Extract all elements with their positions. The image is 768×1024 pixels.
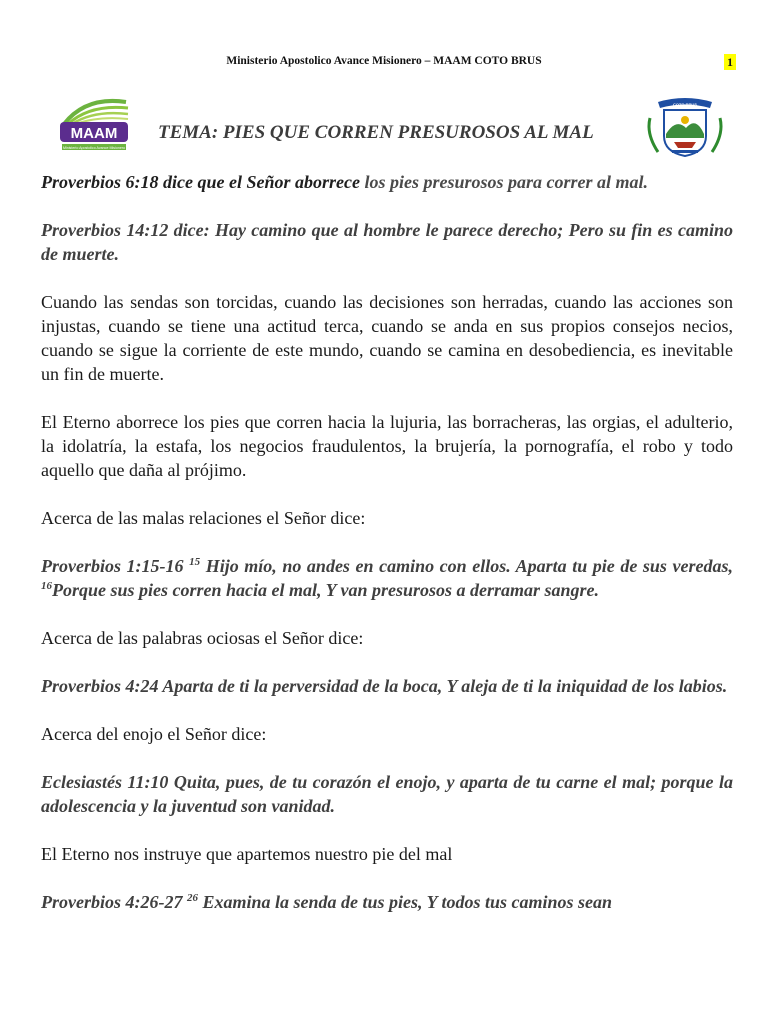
verse-text: Examina la senda de tus pies, Y todos tus caminos sean [197,892,613,912]
maam-logo-text: MAAM [70,125,118,142]
verse-proverbios-14-12: Proverbios 14:12 dice: Hay camino que al hombre le parece derecho; Pero su fin es camino de muerte. [41,220,733,264]
body-paragraph: El Eterno nos instruye que apartemos nuestro pie del mal [41,844,453,864]
body-paragraph: El Eterno aborrece los pies que corren hacia la lujuria, las borracheras, las orgias, el adulterio, la idolatría, la estafa, los negocios fraudulentos, la brujería, la pornografía, el robo y todo aquello que daña al prójimo. [41,412,733,480]
verse-number: 16 [41,580,52,592]
verse-text: Hijo mío, no andes en camino con ellos. Aparta tu pie de sus veredas, [200,556,733,576]
maam-logo-subtext: Ministerio Apostolico Avance Misionero [62,146,126,150]
verse-proverbios-6-18 [41,170,733,194]
body-paragraph: Acerca del enojo el Señor dice: [41,724,267,744]
verse-reference: Proverbios 4:26-27 [41,892,187,912]
verse-number: 26 [186,892,198,904]
page-number: 1 [724,54,736,70]
verse-text: Porque sus pies corren hacia el mal, Y van presurosos a derramar sangre. [52,580,600,600]
body-paragraph: Acerca de las palabras ociosas el Señor dice: [41,628,364,648]
page-header: Ministerio Apostolico Avance Misionero – MAAM COTO BRUS [226,55,542,67]
verse-proverbios-4-24: Proverbios 4:24 Aparta de ti la perversidad de la boca, Y aleja de ti la iniquidad de los labios. [41,676,728,696]
maam-logo [56,94,132,156]
body-paragraph: Cuando las sendas son torcidas, cuando las decisiones son herradas, cuando las acciones son injustas, cuando se tiene una actitud terca, cuando se anda en sus propios consejos necios, cuando se sigue la corriente de este mundo, cuando se camina en desobediencia, es inevitable un fin de muerte. [41,292,733,384]
coto-brus-shield-logo [644,94,726,160]
page-title: TEMA: PIES QUE CORREN PRESUROSOS AL MAL [158,122,594,143]
body-paragraph: Acerca de las malas relaciones el Señor dice: [41,508,366,528]
shield-banner-text: COTO BRUS [673,102,697,107]
verse-proverbios-4-26-27 [41,890,733,914]
verse-text: Proverbios 6:18 dice que el Señor aborrece [41,172,360,192]
verse-number: 15 [189,556,201,568]
document-body [41,170,733,914]
verse-text: los pies presurosos para correr al mal. [359,172,648,192]
verse-reference: Proverbios 1:15-16 [41,556,190,576]
verse-proverbios-1-15-16 [41,554,733,602]
verse-eclesiastes-11-10: Eclesiastés 11:10 Quita, pues, de tu corazón el enojo, y aparta de tu carne el mal; porque la adolescencia y la juventud son vanidad. [41,772,733,816]
